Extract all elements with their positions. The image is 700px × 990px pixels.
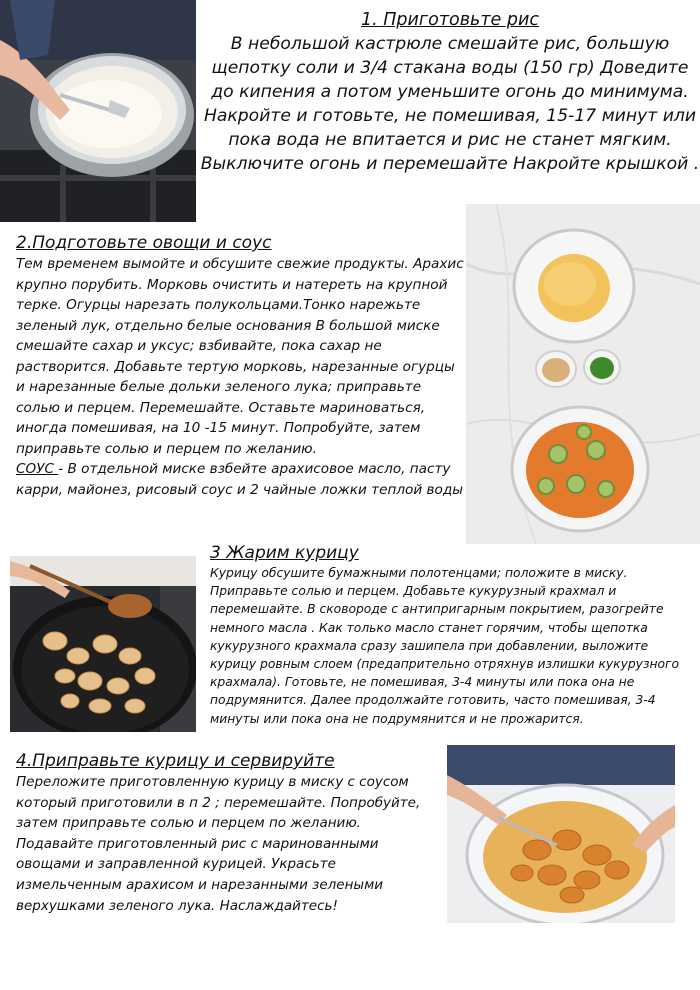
- step-4-body: Переложите приготовленную курицу в миску с соусом который приготовили в п 2 ; перемешайте. Попробуйте, затем приправьте солью и перцем по желанию. Подавайте приготовленный рис с маринованными овощами и заправленной курицей. Украсьте измельченным арахисом и нарезанными зелеными верхушками зеленого лука. Наслаждайтесь!: [16, 774, 421, 914]
- step-1-title: 1. Приготовьте рис: [361, 10, 539, 30]
- step-1-section: [200, 8, 700, 176]
- step-2-title: 2.Подготовьте овощи и соус: [16, 233, 272, 253]
- step-3-section: [210, 542, 690, 728]
- sauce-text: - В отдельной миске взбейте арахисовое масло, пасту карри, майонез, рисовый соус и 2 чайные ложки теплой воды: [16, 461, 463, 498]
- chicken-sauce-bowl-photo: [447, 745, 675, 923]
- step-3-body: Курицу обсушите бумажными полотенцами; положите в миску. Приправьте солью и перцем. Добавьте кукурузный крахмал и перемешайте. В сковороде с антипригарным покрытием, разогрейте немного масла . Как только масло станет горячим, чтобы щепотка кукурузного крахмала сразу зашипела при добавлении, выложите курицу ровным слоем (предапрительно отряхнув излишки кукурузного крахмала). Готовьте, не помешивая, 3-4 минуты или пока она не подрумянится. Далее продолжайте готовить, часто помешивая, 3-4 минуты или пока она не подрумянится и не прожарится.: [210, 566, 680, 726]
- step-2-body: [16, 254, 466, 500]
- vegetables-sauce-photo: [466, 204, 700, 544]
- chicken-skillet-photo: [10, 556, 196, 732]
- step-2-section: [16, 232, 466, 500]
- step-1-body: В небольшой кастрюле смешайте рис, большую щепотку соли и 3/4 стакана воды (150 гр) Доведите до кипения а потом уменьшите огонь до минимума. Накройте и готовьте, не помешивая, 15-17 минут или пока вода не впитается и рис не станет мягким. Выключите огонь и перемешайте Накройте крышкой .: [200, 34, 700, 174]
- step-4-title: 4.Приправьте курицу и сервируйте: [16, 751, 335, 771]
- rice-pot-photo: [0, 0, 196, 222]
- step-4-section: [16, 750, 441, 916]
- step-3-title: 3 Жарим курицу: [210, 543, 359, 563]
- step-2-text: Тем временем вымойте и обсушите свежие продукты. Арахис крупно порубить. Морковь очистить и натереть на крупной терке. Огурцы нарезать полукольцами.Тонко нарежьте зеленый лук, отдельно белые основания В большой миске смешайте сахар и уксус; взбивайте, пока сахар не растворится. Добавьте тертую морковь, нарезанные огурцы и нарезанные белые дольки зеленого лука; приправьте солью и перцем. Перемешайте. Оставьте мариноваться, иногда помешивая, на 10 -15 минут. Попробуйте, затем приправьте солью и перцем по желанию.: [16, 256, 464, 457]
- sauce-label: СОУС: [16, 461, 59, 477]
